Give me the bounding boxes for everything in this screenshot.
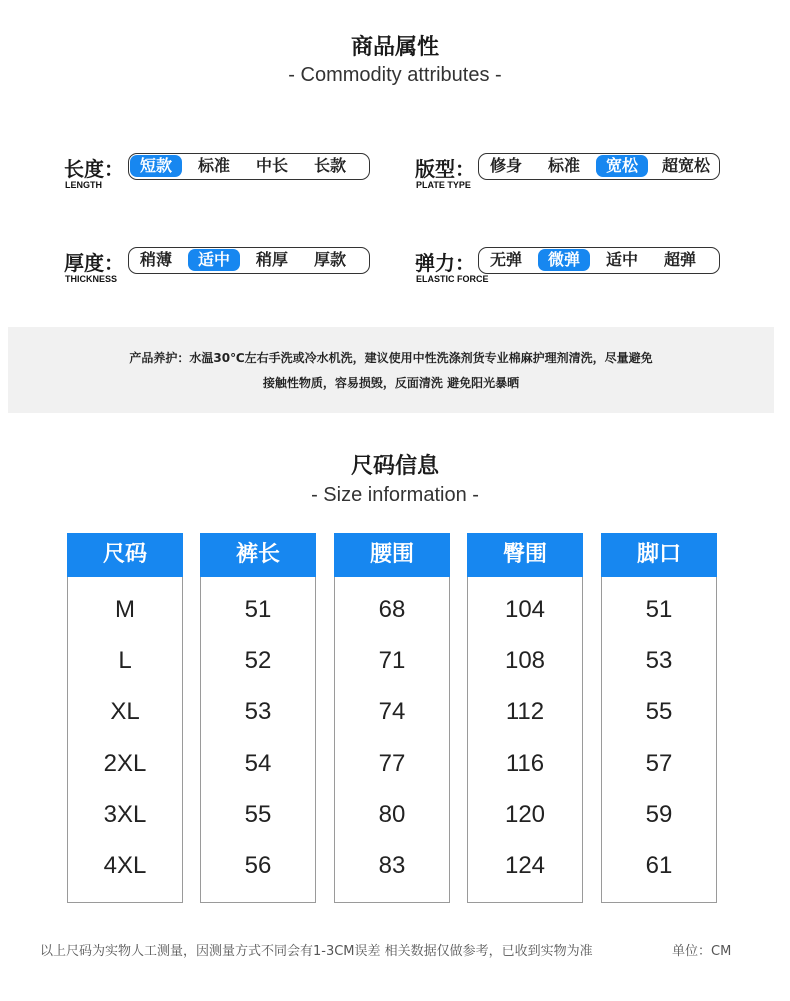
option[interactable]: 短款 bbox=[130, 155, 182, 177]
hip-cell: 104 bbox=[504, 596, 546, 623]
hip-cell: 116 bbox=[505, 750, 545, 777]
size-column bbox=[67, 533, 183, 903]
attribute-options bbox=[128, 247, 370, 274]
option[interactable]: 宽松 bbox=[596, 155, 648, 177]
hip-column bbox=[467, 533, 583, 903]
hip-cell: 124 bbox=[504, 852, 546, 879]
hem-cell: 51 bbox=[645, 596, 673, 623]
care-instructions bbox=[8, 327, 774, 413]
waist-cell: 83 bbox=[378, 852, 406, 879]
length-column-header: 裤长 bbox=[200, 533, 316, 577]
waist-cell: 77 bbox=[378, 750, 406, 777]
waist-cell: 71 bbox=[378, 647, 406, 674]
size-cell: L bbox=[118, 647, 132, 674]
size-cell: 2XL bbox=[103, 750, 147, 777]
hip-column-header: 臀围 bbox=[467, 533, 583, 577]
unit-label: 单位：CM bbox=[672, 944, 732, 959]
attribute-options bbox=[478, 247, 720, 274]
attributes-title: 商品属性 bbox=[350, 35, 439, 60]
option[interactable]: 修身 bbox=[489, 156, 522, 175]
option[interactable]: 长款 bbox=[313, 156, 346, 175]
hem-cell: 61 bbox=[645, 852, 673, 879]
option[interactable]: 标准 bbox=[547, 156, 580, 175]
size-column-header: 尺码 bbox=[67, 533, 183, 577]
waist-cell: 68 bbox=[378, 596, 406, 623]
length-cell: 51 bbox=[244, 596, 272, 623]
attribute-label: 长度： bbox=[64, 157, 124, 181]
hem-cell: 55 bbox=[645, 698, 673, 725]
waist-column bbox=[334, 533, 450, 903]
hip-cell: 108 bbox=[504, 647, 546, 674]
attribute-en-label: ELASTIC FORCE bbox=[416, 274, 489, 284]
size-cell: XL bbox=[110, 698, 140, 725]
size-cell: 4XL bbox=[103, 852, 147, 879]
option[interactable]: 无弹 bbox=[489, 250, 522, 269]
waist-cell: 80 bbox=[378, 801, 406, 828]
attribute-label: 弹力： bbox=[415, 251, 475, 275]
length-cell: 53 bbox=[244, 698, 272, 725]
length-cell: 55 bbox=[244, 801, 272, 828]
option[interactable]: 适中 bbox=[605, 250, 638, 269]
size-cell: M bbox=[115, 596, 135, 623]
measurement-note: 以上尺码为实物人工测量，因测量方式不同会有1-3CM误差 相关数据仅做参考，已收到实物为准 bbox=[40, 944, 593, 959]
waist-cell: 74 bbox=[378, 698, 406, 725]
option[interactable]: 适中 bbox=[188, 249, 240, 271]
option[interactable]: 超弹 bbox=[663, 250, 696, 269]
length-cell: 52 bbox=[244, 647, 272, 674]
attribute-options bbox=[478, 153, 720, 180]
option[interactable]: 标准 bbox=[197, 156, 230, 175]
option[interactable]: 超宽松 bbox=[661, 156, 710, 175]
hip-cell: 112 bbox=[505, 698, 545, 725]
hem-cell: 53 bbox=[645, 647, 673, 674]
length-cell: 56 bbox=[244, 852, 272, 879]
hem-cell: 57 bbox=[645, 750, 673, 777]
attribute-options bbox=[128, 153, 370, 180]
attribute-label: 厚度： bbox=[64, 251, 124, 275]
care-text-line: 产品养护：水温30℃左右手洗或冷水机洗，建议使用中性洗涤剂货专业棉麻护理剂清洗，尽量避免 bbox=[129, 351, 653, 365]
option[interactable]: 厚款 bbox=[313, 250, 346, 269]
attribute-en-label: LENGTH bbox=[65, 180, 102, 190]
attribute-label: 版型： bbox=[415, 157, 475, 181]
option[interactable]: 稍薄 bbox=[139, 250, 172, 269]
length-column bbox=[200, 533, 316, 903]
size-subtitle: - Size information - bbox=[311, 484, 479, 506]
waist-column-header: 腰围 bbox=[334, 533, 450, 577]
attributes-subtitle: - Commodity attributes - bbox=[288, 64, 502, 86]
size-title: 尺码信息 bbox=[350, 454, 439, 479]
option[interactable]: 中长 bbox=[255, 156, 288, 175]
size-cell: 3XL bbox=[103, 801, 147, 828]
attribute-en-label: THICKNESS bbox=[65, 274, 118, 284]
hip-cell: 120 bbox=[504, 801, 546, 828]
hem-cell: 59 bbox=[645, 801, 673, 828]
length-cell: 54 bbox=[244, 750, 272, 777]
hem-column bbox=[601, 533, 717, 903]
option[interactable]: 稍厚 bbox=[255, 250, 288, 269]
care-text-line: 接触性物质，容易损毁，反面清洗 避免阳光暴晒 bbox=[262, 376, 520, 390]
option[interactable]: 微弹 bbox=[538, 249, 590, 271]
hem-column-header: 脚口 bbox=[601, 533, 717, 577]
attribute-en-label: PLATE TYPE bbox=[416, 180, 471, 190]
